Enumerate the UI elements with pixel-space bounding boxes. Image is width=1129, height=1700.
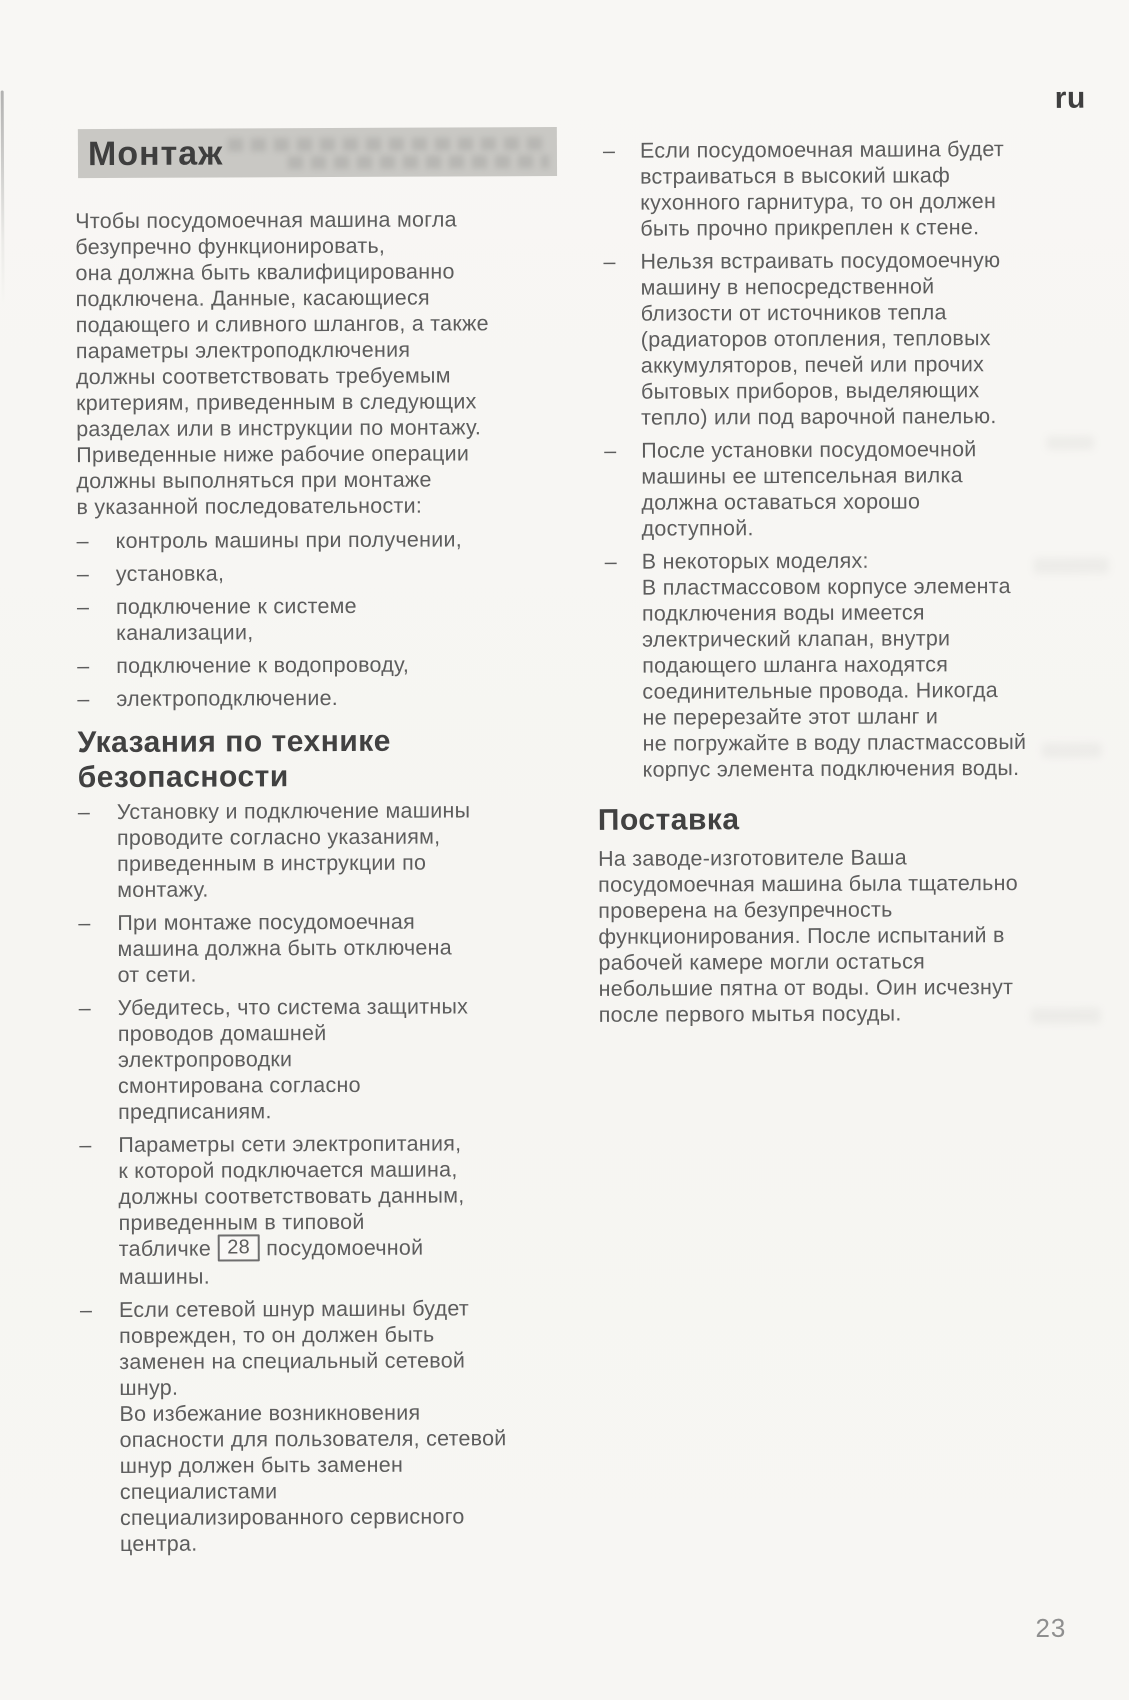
section-title-safety: Указания по технике безопасности bbox=[77, 724, 392, 795]
list-item bbox=[77, 559, 559, 587]
montage-intro-paragraph: Чтобы посудомоечная машина могла безупречно функционировать, она должна быть квалифицированно подключена. Данные, касающиеся подающего и сливного шлангов, а также параметры электроподключения должны соответствовать требуемым критериям, приведенным в следующих разделах или в инструкции по монтажу. Приведенные ниже рабочие операции должны выполняться при монтаже в указанной последовательности: bbox=[75, 207, 489, 520]
list-item bbox=[595, 136, 1065, 242]
bullet-dash: – bbox=[76, 562, 90, 587]
section-title-montage: Монтаж bbox=[87, 134, 224, 174]
list-item bbox=[77, 526, 559, 554]
list-item bbox=[78, 797, 560, 903]
bullet-dash: – bbox=[77, 800, 91, 825]
list-item-text: Если сетевой шнур машины будет поврежден, то он должен быть заменен на специальный сетевой шнур. Во избежание возникновения опасности для пользователя, сетевой шнур должен быть заменен специалистами специализированного сервисного центра. bbox=[118, 1296, 507, 1556]
section-title-delivery: Поставка bbox=[597, 803, 740, 837]
list-item-text: Если посудомоечная машина будет встраиваться в высокий шкаф кухонного гарнитура, то он должен быть прочно прикреплен к стене. bbox=[639, 137, 1004, 241]
bullet-dash: – bbox=[603, 249, 616, 274]
language-marker: ru bbox=[1054, 81, 1086, 115]
bullet-dash: – bbox=[602, 138, 616, 163]
left-column bbox=[75, 127, 563, 1557]
right-column bbox=[595, 136, 1069, 1028]
safety-list bbox=[78, 797, 563, 1557]
showthrough-artifact bbox=[228, 137, 549, 151]
bullet-dash: – bbox=[76, 529, 89, 554]
list-item-text-part: Параметры сети электропитания, к которой подключается машина, должны соответствовать данным, приведенным в типовой табличке bbox=[118, 1131, 465, 1261]
page-number: 23 bbox=[1035, 1612, 1067, 1643]
list-item-text: Убедитесь, что система защитных проводов домашней электропроводки смонтирована согласно предписаниям. bbox=[117, 994, 469, 1124]
section-title-bar bbox=[78, 127, 557, 178]
list-item bbox=[79, 1130, 562, 1290]
list-item bbox=[79, 993, 562, 1125]
list-item-text: подключение к водопроводу, bbox=[116, 652, 410, 678]
list-item-text: установка, bbox=[115, 561, 225, 586]
bullet-dash: – bbox=[604, 438, 617, 463]
delivery-paragraph: На заводе-изготовителе Ваша посудомоечная машина была тщательно проверена на безупречность функционирования. После испытаний в рабочей камере могли остаться небольшие пятна от воды. Оин исчезнут после первого мытья посуды. bbox=[597, 845, 1018, 1027]
showthrough-artifact bbox=[288, 155, 549, 169]
bullet-dash: – bbox=[78, 911, 91, 936]
bullet-dash: – bbox=[79, 1298, 93, 1323]
list-item-text bbox=[118, 1130, 562, 1290]
montage-step-list bbox=[77, 526, 560, 712]
list-item-text: контроль машины при получении, bbox=[115, 527, 463, 553]
list-item-text: При монтаже посудомоечная машина должна быть отключена от сети. bbox=[117, 909, 453, 987]
bullet-dash: – bbox=[604, 549, 618, 574]
bullet-dash: – bbox=[77, 654, 90, 679]
list-item bbox=[78, 908, 560, 988]
type-plate-reference-box: 28 bbox=[217, 1234, 260, 1261]
list-item-text: Нельзя встраивать посудомоечную машину в непосредственной близости от источников тепла (радиаторов отопления, тепловых аккумуляторов, печей или прочих бытовых приборов, выделяющих тепло) или под варочной панелью. bbox=[640, 248, 1001, 430]
scan-edge-artifact bbox=[1, 90, 5, 305]
bullet-dash: – bbox=[79, 1133, 92, 1158]
list-item bbox=[596, 436, 1066, 542]
installation-rules-list bbox=[595, 136, 1068, 783]
bullet-dash: – bbox=[76, 595, 90, 620]
list-item bbox=[77, 651, 559, 679]
list-item-text: электроподключение. bbox=[116, 685, 339, 711]
list-item bbox=[597, 547, 1068, 783]
list-item bbox=[77, 684, 559, 712]
list-item-text: Установку и подключение машины проводите согласно указаниям, приведенным в инструкции по монтажу. bbox=[116, 798, 471, 902]
bullet-dash: – bbox=[77, 687, 90, 712]
list-item-text: После установки посудомоечной машины ее штепсельная вилка должна оставаться хорошо доступной. bbox=[641, 437, 977, 541]
list-item bbox=[77, 592, 559, 646]
list-item-text: подключение к системе канализации, bbox=[115, 593, 357, 645]
list-item-text-part: посудомоечной машины. bbox=[118, 1235, 424, 1289]
list-item bbox=[595, 247, 1066, 431]
list-item bbox=[80, 1295, 563, 1557]
list-item-text: В некоторых моделях: В пластмассовом корпусе элемента подключения воды имеется электрический клапан, внутри подающего шланга находятся соединительные провода. Никогда не перерезайте этот шланг и не погружайте в воду пластмассовый корпус элемента подключения воды. bbox=[641, 548, 1027, 782]
bullet-dash: – bbox=[78, 996, 91, 1021]
